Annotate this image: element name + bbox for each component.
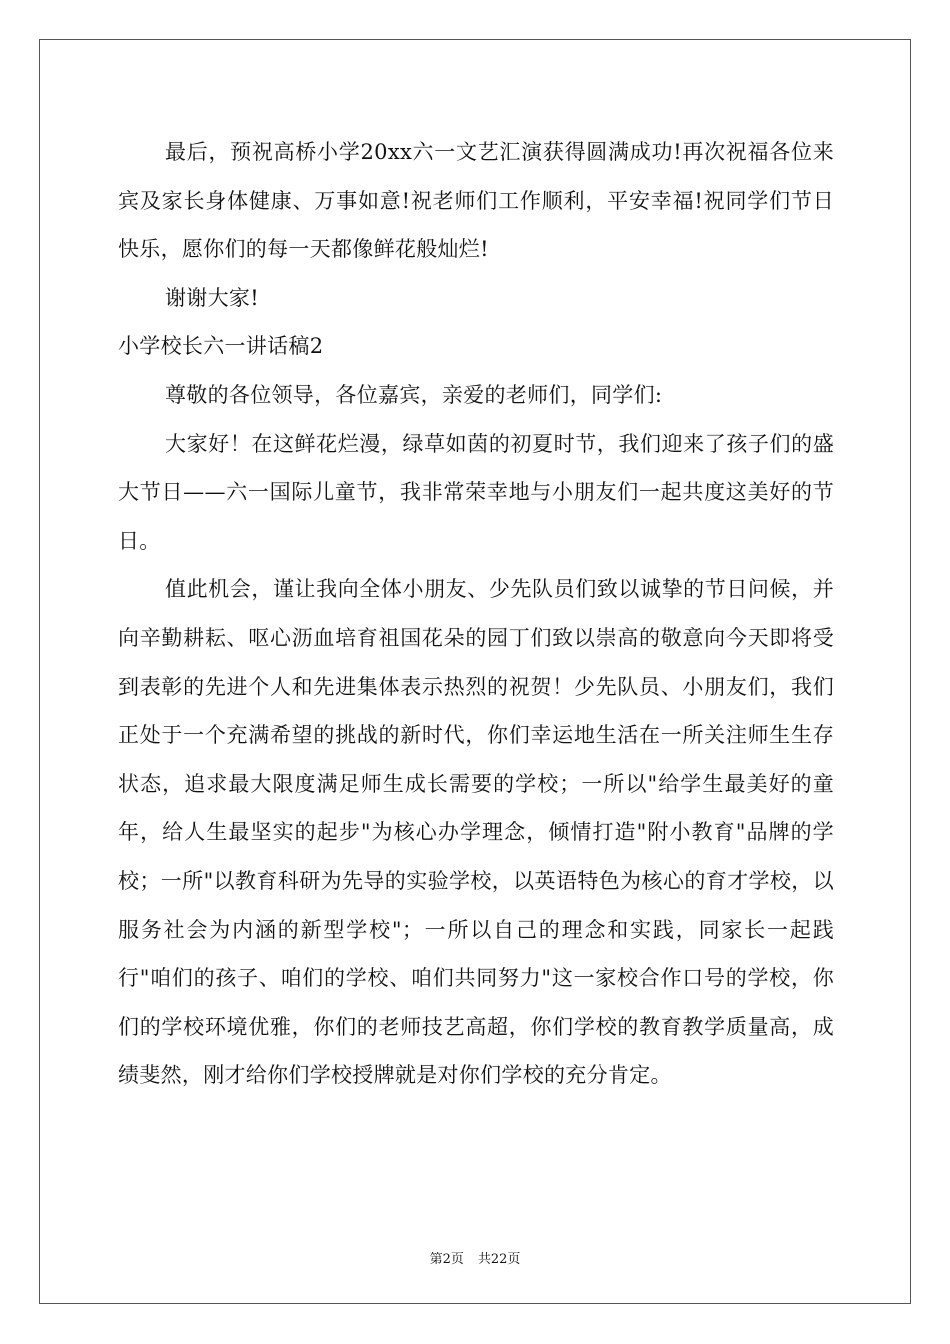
paragraph-closing-wishes: 最后，预祝高桥小学20xx六一文艺汇演获得圆满成功!再次祝福各位来宾及家长身体健康、万事如意!祝老师们工作顺利，平安幸福!祝同学们节日快乐，愿你们的每一天都像鲜花般灿烂! — [118, 140, 834, 262]
page-footer — [0, 1248, 950, 1267]
paragraph-salutation: 尊敬的各位领导，各位嘉宾，亲爱的老师们，同学们: — [165, 382, 663, 407]
paragraph-main-body: 值此机会，谨让我向全体小朋友、少先队员们致以诚挚的节日问候，并向辛勤耕耘、呕心沥血培育祖国花朵的园丁们致以崇高的敬意向今天即将受到表彰的先进个人和先进集体表示热烈的祝贺！少先队员、小朋友们，我们正处于一个充满希望的挑战的新时代，你们幸运地生活在一所关注师生生存状态，追求最大限度满足师生成长需要的学校；一所以"给学生最美好的童年，给人生最坚实的起步"为核心办学理念，倾情打造"附小教育"品牌的学校；一所"以教育科研为先导的实验学校，以英语特色为核心的育才学校，以服务社会为内涵的新型学校"；一所以自己的理念和实践，同家长一起践行"咱们的孩子、咱们的学校、咱们共同努力"这一家校合作口号的学校，你们的学校环境优雅，你们的老师技艺高超，你们学校的教育教学质量高，成绩斐然，刚才给你们学校授牌就是对你们学校的充分肯定。 — [118, 577, 834, 1088]
paragraph-thanks: 谢谢大家! — [165, 285, 259, 310]
section-heading: 小学校长六一讲话稿2 — [118, 334, 324, 359]
document-body — [118, 128, 834, 1100]
page-number: 第2页 — [429, 1252, 464, 1267]
page-total: 共22页 — [477, 1252, 521, 1267]
paragraph-greeting: 大家好！在这鲜花烂漫，绿草如茵的初夏时节，我们迎来了孩子们的盛大节日——六一国际儿童节，我非常荣幸地与小朋友们一起共度这美好的节日。 — [118, 431, 834, 553]
